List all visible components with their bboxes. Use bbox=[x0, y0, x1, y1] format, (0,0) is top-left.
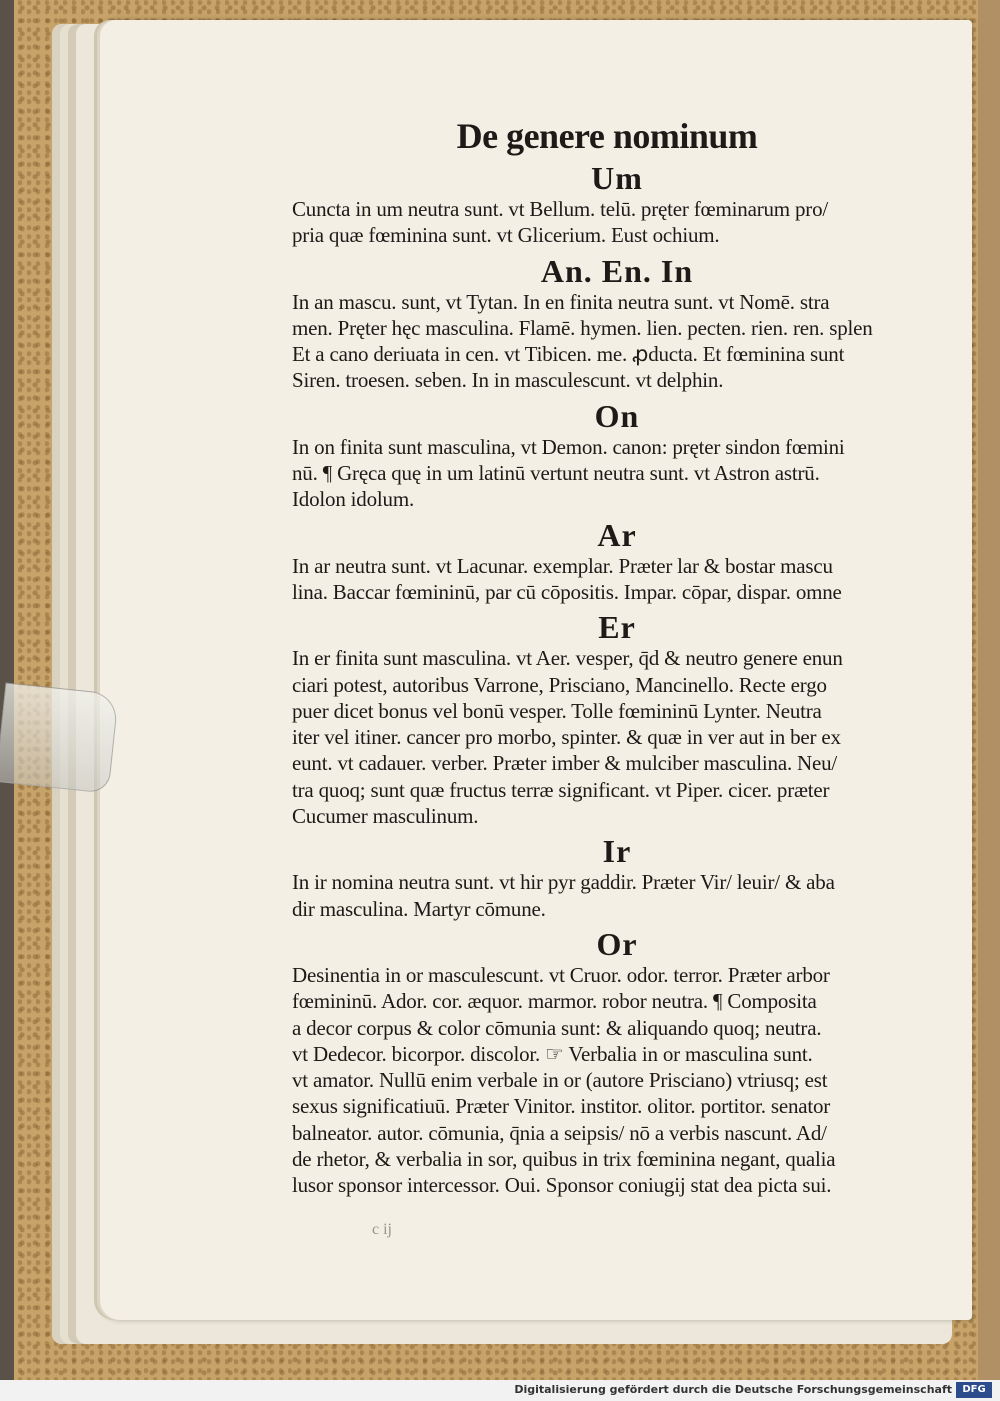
text-line: vt Dedecor. bicorpor. discolor. ☞ Verbalia in or masculina sunt. bbox=[292, 1041, 813, 1066]
footer-bar bbox=[0, 1380, 1000, 1401]
section-heading: An. En. In bbox=[540, 252, 694, 289]
text-line: balneator. autor. cōmunia, q̄nia a seipsis/ nō a verbis nascunt. Ad/ bbox=[292, 1120, 827, 1145]
text-line: In ir nomina neutra sunt. vt hir pyr gaddir. Præter Vir/ leuir/ & aba bbox=[292, 870, 835, 895]
text-line: lusor sponsor intercessor. Oui. Sponsor coniugij stat dea picta sui. bbox=[292, 1173, 832, 1198]
text-line: tra quoq; sunt quæ fructus terræ significant. vt Piper. cicer. præter bbox=[292, 777, 830, 802]
text-line: men. Pręter hęc masculina. Flamē. hymen. lien. pecten. rien. ren. splen bbox=[292, 315, 873, 340]
text-line: dir masculina. Martyr cōmune. bbox=[292, 896, 546, 921]
plastic-page-holder bbox=[0, 682, 119, 793]
text-line: In on finita sunt masculina, vt Demon. canon: pręter sindon fœmini bbox=[292, 434, 845, 459]
text-line: sexus significatiuū. Præter Vinitor. institor. olitor. portitor. senator bbox=[292, 1094, 831, 1119]
section-heading: Er bbox=[598, 609, 636, 646]
section-paragraph bbox=[292, 553, 942, 606]
text-line: Siren. troesen. seben. In in masculescunt. vt delphin. bbox=[292, 368, 724, 393]
text-line: vt amator. Nullū enim verbale in or (autore Prisciano) vtriusq; est bbox=[292, 1068, 828, 1093]
text-line: In ar neutra sunt. vt Lacunar. exemplar. Præter lar & bostar mascu bbox=[292, 553, 833, 578]
text-line: ciari potest, autoribus Varrone, Prisciano, Mancinello. Recte ergo bbox=[292, 672, 827, 697]
section-heading: Ir bbox=[602, 833, 632, 870]
dfg-logo: DFG bbox=[956, 1382, 992, 1398]
section-paragraph bbox=[292, 645, 942, 829]
text-line: In an mascu. sunt, vt Tytan. In en finita neutra sunt. vt Nomē. stra bbox=[292, 289, 830, 314]
text-line: Et a cano deriuata in cen. vt Tibicen. me. ꝓducta. Et fœminina sunt bbox=[292, 342, 845, 367]
text-line: Cuncta in um neutra sunt. vt Bellum. telū. pręter fœminarum pro/ bbox=[292, 197, 828, 221]
page-text bbox=[292, 116, 942, 1239]
text-line: In er finita sunt masculina. vt Aer. vesper, q̄d & neutro genere enun bbox=[292, 646, 843, 671]
text-line: Desinentia in or masculescunt. vt Cruor. odor. terror. Præter arbor bbox=[292, 962, 830, 987]
text-line: iter vel itiner. cancer pro morbo, spinter. & quæ in ver aut in ber ex bbox=[292, 725, 841, 750]
text-line: de rhetor, & verbalia in sor, quibus in trix fœminina negant, qualia bbox=[292, 1147, 836, 1172]
page-title: De genere nominum bbox=[456, 116, 758, 156]
section-paragraph bbox=[292, 289, 942, 394]
text-line: pria quæ fœminina sunt. vt Glicerium. Eust ochium. bbox=[292, 223, 720, 248]
section-paragraph bbox=[292, 434, 942, 513]
section-paragraph bbox=[292, 196, 942, 249]
text-line: eunt. vt cadauer. verber. Præter imber & mulciber masculina. Neu/ bbox=[292, 751, 838, 776]
section-paragraph bbox=[292, 962, 942, 1199]
text-line: a decor corpus & color cōmunia sunt: & aliquando quoq; neutra. bbox=[292, 1015, 822, 1040]
cover-right-edge bbox=[978, 0, 1000, 1380]
section-heading: Ar bbox=[597, 516, 637, 553]
section-heading: Um bbox=[591, 160, 643, 196]
section-paragraph bbox=[292, 869, 942, 922]
footer-credit: Digitalisierung gefördert durch die Deutsche Forschungsgemeinschaft bbox=[514, 1383, 952, 1396]
section-heading: Or bbox=[596, 925, 638, 962]
text-line: Cucumer masculinum. bbox=[292, 804, 479, 829]
text-line: lina. Baccar fœmininū, par cū cōpositis. Impar. cōpar, dispar. omne bbox=[292, 579, 842, 604]
text-line: puer dicet bonus vel bonū vesper. Tolle fœmininū Lynter. Neutra bbox=[292, 698, 822, 723]
text-line: fœmininū. Ador. cor. æquor. marmor. robor neutra. ¶ Composita bbox=[292, 989, 817, 1014]
sections-container bbox=[292, 160, 942, 1199]
section-heading: On bbox=[594, 397, 640, 434]
text-line: Idolon idolum. bbox=[292, 487, 415, 512]
text-line: nū. ¶ Gręca quę in um latinū vertunt neutra sunt. vt Astron astrū. bbox=[292, 461, 820, 486]
signature-mark: c ij bbox=[372, 1220, 392, 1238]
